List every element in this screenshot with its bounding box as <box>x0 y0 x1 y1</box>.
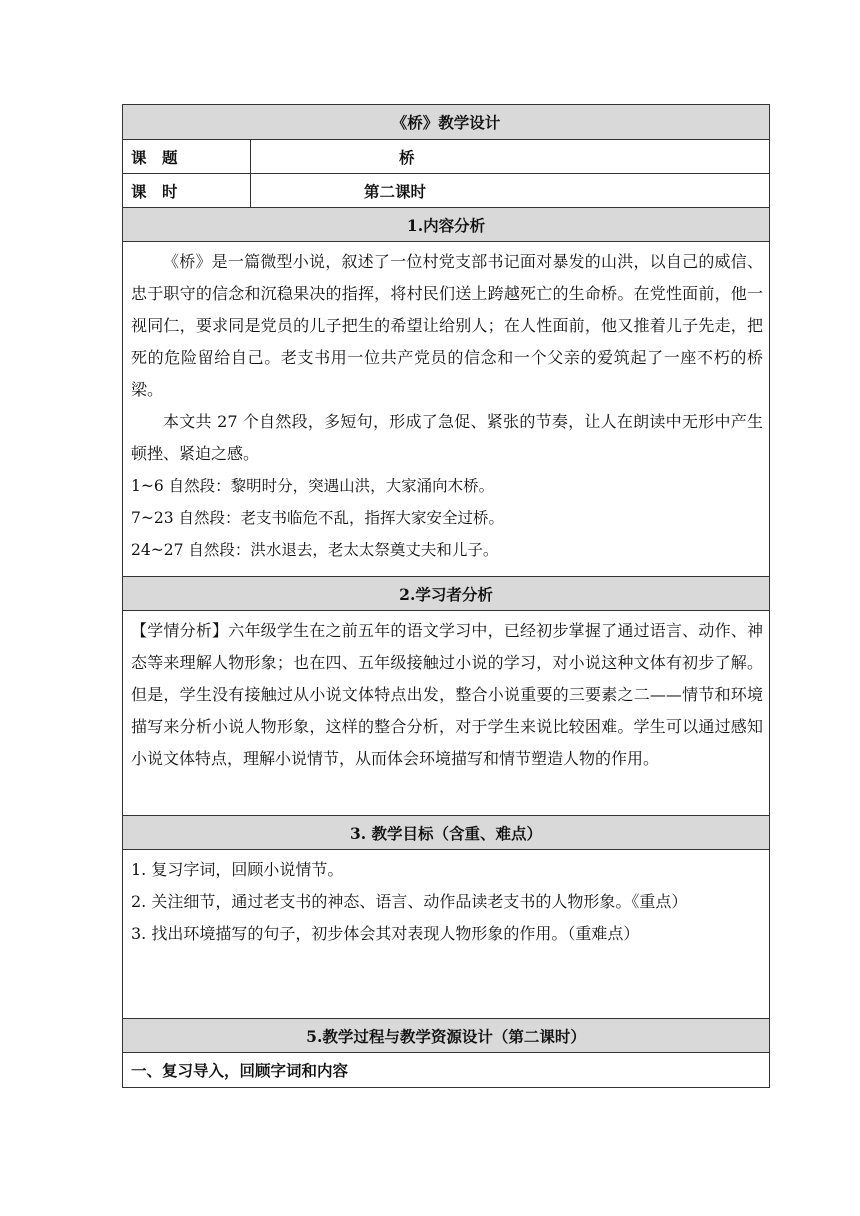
learner-analysis-body <box>123 611 770 816</box>
content-paragraph: 本文共 27 个自然段，多短句，形成了急促、紧张的节奏，让人在朗读中无形中产生顿挫、紧迫之感。 <box>131 412 764 463</box>
segment-line: 7~23 自然段：老支书临危不乱，指挥大家安全过桥。 <box>131 509 505 527</box>
meta-value-topic: 桥 <box>251 140 770 174</box>
lesson-plan-table <box>122 104 770 1088</box>
meta-value-period: 第二课时 <box>251 174 770 208</box>
process-first-step: 一、复习导入，回顾字词和内容 <box>123 1053 770 1088</box>
goals-body <box>123 850 770 1019</box>
content-analysis-row <box>123 242 770 577</box>
content-paragraph: 《桥》是一篇微型小说，叙述了一位村党支部书记面对暴发的山洪，以自己的威信、忠于职守的信念和沉稳果决的指挥，将村民们送上跨越死亡的生命桥。在党性面前，他一视同仁，要求同是党员的儿子把生的希望让给别人；在人性面前，他又推着儿子先走，把死的危险留给自己。老支书用一位共产党员的信念和一个父亲的爱筑起了一座不朽的桥梁。 <box>131 252 764 399</box>
process-heading: 5.教学过程与教学资源设计（第二课时） <box>123 1019 770 1053</box>
goals-heading: 3. 教学目标（含重、难点） <box>123 816 770 850</box>
segment-line: 24~27 自然段：洪水退去，老太太祭奠丈夫和儿子。 <box>131 541 499 559</box>
goal-item: 2. 关注细节，通过老支书的神态、语言、动作品读老支书的人物形象。《重点） <box>131 892 688 911</box>
section-heading-row <box>123 816 770 850</box>
segment-line: 1~6 自然段：黎明时分，突遇山洪，大家涌向木桥。 <box>131 477 495 495</box>
title-row <box>123 105 770 140</box>
meta-row-topic <box>123 140 770 174</box>
meta-row-period <box>123 174 770 208</box>
goal-item: 1. 复习字词，回顾小说情节。 <box>131 860 344 879</box>
goal-item: 3. 找出环境描写的句子，初步体会其对表现人物形象的作用。（重难点） <box>131 924 640 943</box>
learner-analysis-heading: 2.学习者分析 <box>123 577 770 611</box>
document-title: 《桥》教学设计 <box>123 105 770 140</box>
section-heading-row <box>123 208 770 242</box>
section-heading-row <box>123 577 770 611</box>
meta-label-topic: 课 题 <box>123 140 251 174</box>
content-analysis-heading: 1.内容分析 <box>123 208 770 242</box>
meta-label-period: 课 时 <box>123 174 251 208</box>
learner-analysis-text: 【学情分析】六年级学生在之前五年的语文学习中，已经初步掌握了通过语言、动作、神态等来理解人物形象；也在四、五年级接触过小说的学习，对小说这种文体有初步了解。但是，学生没有接触过从小说文体特点出发，整合小说重要的三要素之二——情节和环境描写来分析小说人物形象，这样的整合分析，对于学生来说比较困难。学生可以通过感知小说文体特点，理解小说情节，从而体会环境描写和情节塑造人物的作用。 <box>131 621 764 768</box>
learner-analysis-row <box>123 611 770 816</box>
content-analysis-body <box>123 242 770 577</box>
process-step-row <box>123 1053 770 1088</box>
section-heading-row <box>123 1019 770 1053</box>
goals-row <box>123 850 770 1019</box>
